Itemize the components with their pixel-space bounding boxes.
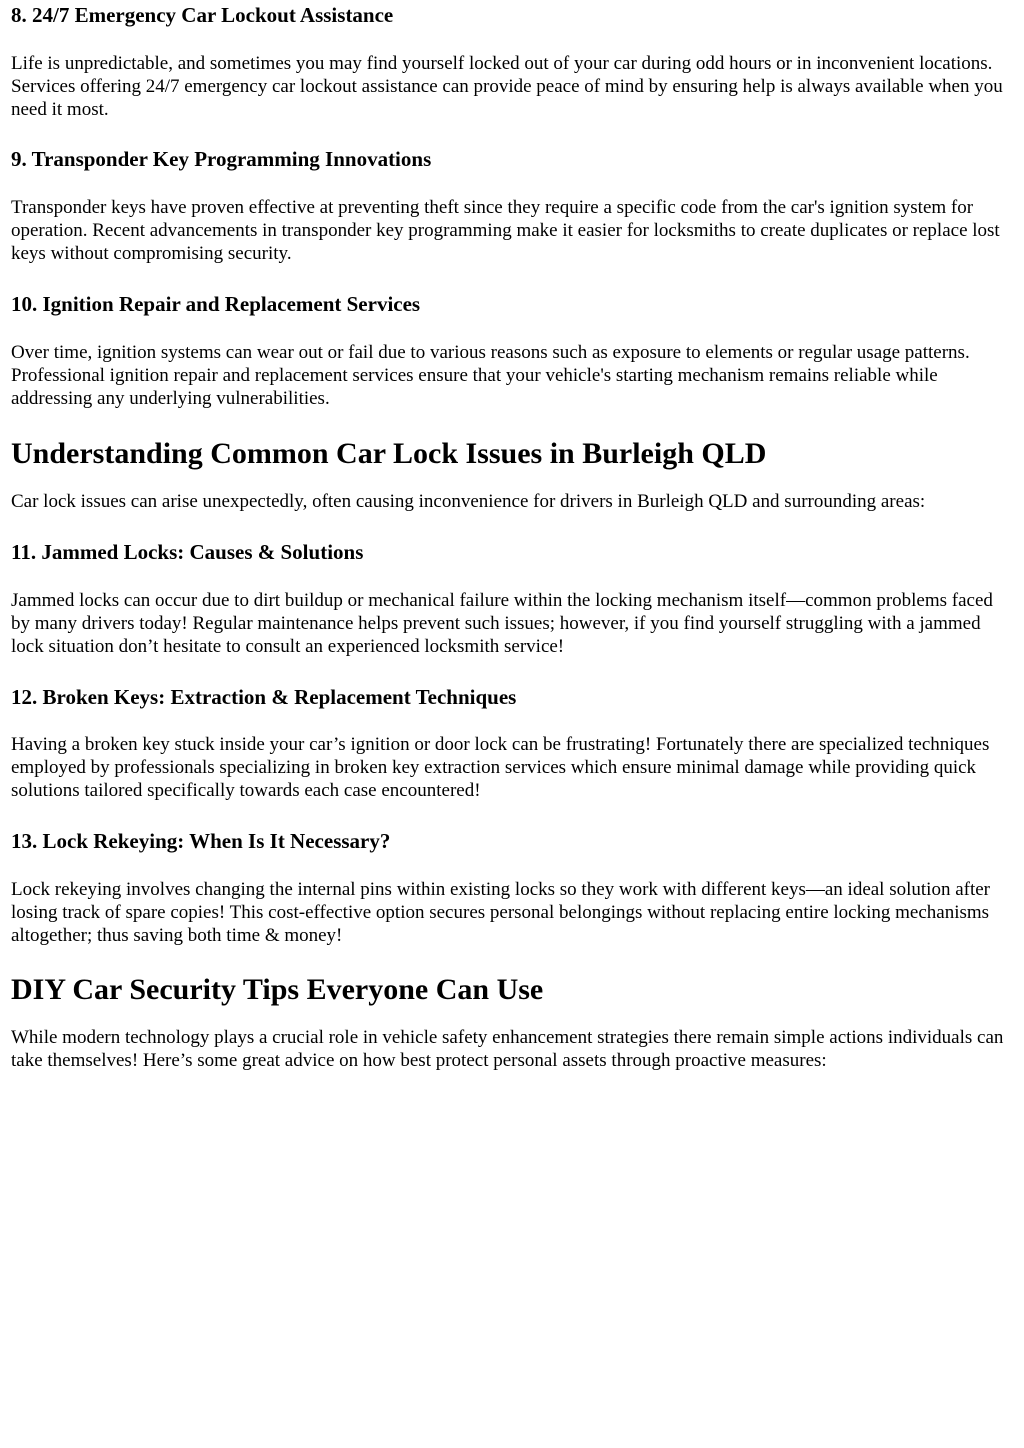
section-heading-diy-tips: DIY Car Security Tips Everyone Can Use bbox=[11, 973, 544, 1006]
section-body-emergency-lockout: Life is unpredictable, and sometimes you may find yourself locked out of your car during odd hours or in inconvenient locations. Services offering 24/7 emergency car lockout assistance can provide peace of mind by ensuring help is always available when you need it most. bbox=[11, 53, 1003, 120]
section-body-ignition-repair: Over time, ignition systems can wear out or fail due to various reasons such as exposure to elements or regular usage patterns. Professional ignition repair and replacement services ensure that your vehicle's starting mechanism remains reliable while addressing any underlying vulnerabilities. bbox=[11, 342, 970, 409]
section-body-transponder-keys: Transponder keys have proven effective at preventing theft since they require a specific code from the car's ignition system for operation. Recent advancements in transponder key programming make it easier for locksmiths to create duplicates or replace lost keys without compromising security. bbox=[11, 197, 1000, 264]
section-body-lock-rekeying: Lock rekeying involves changing the internal pins within existing locks so they work with different keys—an ideal solution after losing track of spare copies! This cost-effective option secures personal belongings without replacing entire locking mechanisms altogether; thus saving both time & money! bbox=[11, 879, 990, 946]
section-heading-ignition-repair: 10. Ignition Repair and Replacement Services bbox=[11, 292, 421, 316]
section-heading-emergency-lockout: 8. 24/7 Emergency Car Lockout Assistance bbox=[11, 3, 394, 27]
section-heading-transponder-keys: 9. Transponder Key Programming Innovations bbox=[11, 147, 432, 171]
section-heading-common-issues: Understanding Common Car Lock Issues in Burleigh QLD bbox=[11, 437, 767, 470]
section-heading-lock-rekeying: 13. Lock Rekeying: When Is It Necessary? bbox=[11, 829, 391, 853]
article bbox=[0, 2, 1024, 1448]
section-body-common-issues: Car lock issues can arise unexpectedly, often causing inconvenience for drivers in Burleigh QLD and surrounding areas: bbox=[11, 491, 926, 512]
section-heading-broken-keys: 12. Broken Keys: Extraction & Replacement Techniques bbox=[11, 685, 517, 709]
section-body-diy-tips: While modern technology plays a crucial role in vehicle safety enhancement strategies there remain simple actions individuals can take themselves! Here’s some great advice on how best protect personal assets through proactive measures: bbox=[11, 1027, 1004, 1071]
section-body-broken-keys: Having a broken key stuck inside your car’s ignition or door lock can be frustrating! Fortunately there are specialized techniques employed by professionals specializing in broken key extraction services which ensure minimal damage while providing quick solutions tailored specifically towards each case encountered! bbox=[11, 734, 990, 801]
section-heading-jammed-locks: 11. Jammed Locks: Causes & Solutions bbox=[11, 540, 364, 564]
section-body-jammed-locks: Jammed locks can occur due to dirt buildup or mechanical failure within the locking mechanism itself—common problems faced by many drivers today! Regular maintenance helps prevent such issues; however, if you find yourself struggling with a jammed lock situation don’t hesitate to consult an experienced locksmith service! bbox=[11, 590, 993, 657]
